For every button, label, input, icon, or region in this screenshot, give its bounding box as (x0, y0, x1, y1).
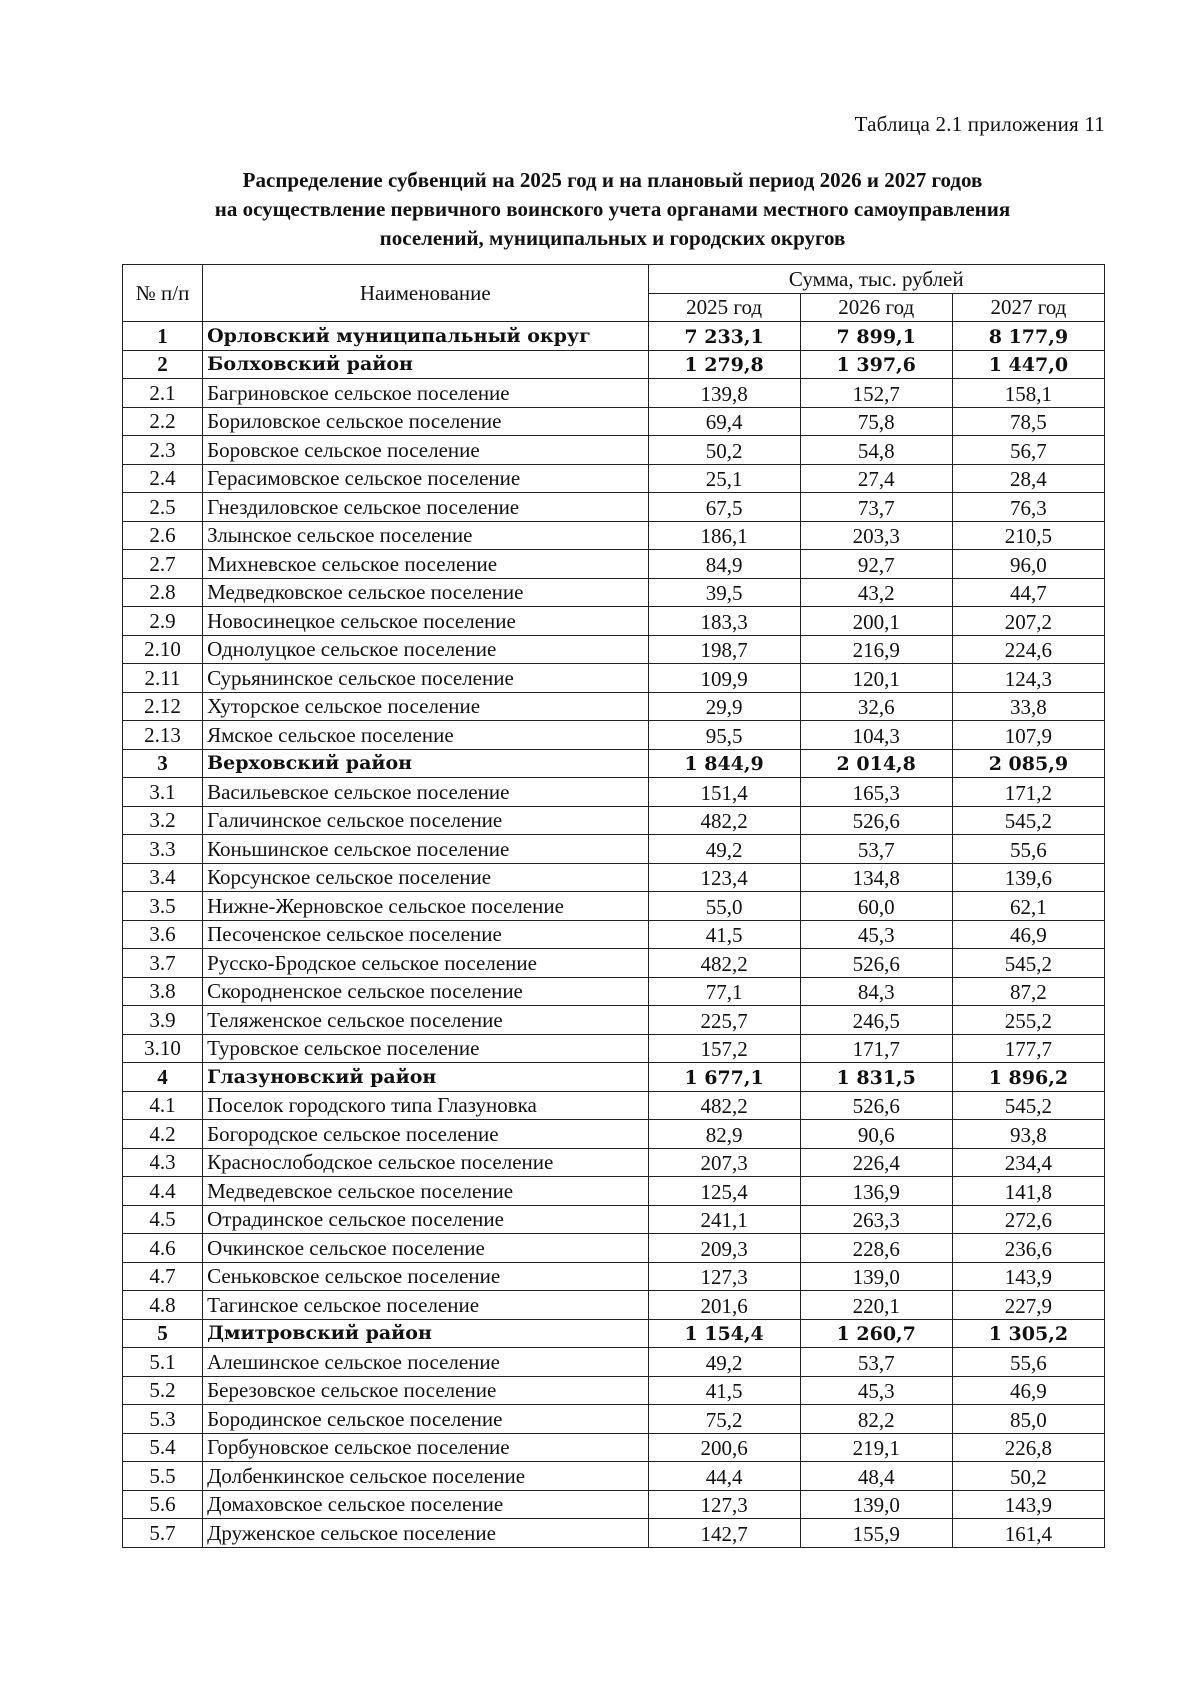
value-2026: 220,1 (800, 1291, 952, 1320)
value-2027: 50,2 (952, 1462, 1104, 1491)
title-line: на осуществление первичного воинского учета органами местного самоуправления (214, 197, 1011, 221)
value-2027: 177,7 (952, 1034, 1104, 1063)
value-2027: 1 896,2 (952, 1063, 1104, 1092)
row-name: Тагинское сельское поселение (203, 1291, 648, 1320)
value-2025: 69,4 (648, 407, 800, 436)
value-2025: 125,4 (648, 1177, 800, 1206)
value-2027: 224,6 (952, 635, 1104, 664)
value-2026: 45,3 (800, 920, 952, 949)
value-2025: 109,9 (648, 664, 800, 693)
value-2025: 201,6 (648, 1291, 800, 1320)
row-name: Друженское сельское поселение (203, 1519, 648, 1548)
value-2026: 263,3 (800, 1205, 952, 1234)
value-2027: 76,3 (952, 493, 1104, 522)
value-2026: 136,9 (800, 1177, 952, 1206)
table-row (123, 322, 1105, 351)
row-name: Дмитровский район (203, 1319, 648, 1348)
row-number: 4 (123, 1063, 203, 1092)
row-name: Березовское сельское поселение (203, 1376, 648, 1405)
title-line: поселений, муниципальных и городских округов (379, 226, 846, 250)
row-name: Багриновское сельское поселение (203, 379, 648, 408)
value-2027: 107,9 (952, 721, 1104, 750)
value-2026: 134,8 (800, 863, 952, 892)
value-2025: 482,2 (648, 1091, 800, 1120)
value-2027: 255,2 (952, 1006, 1104, 1035)
table-row (123, 1348, 1105, 1377)
table-row (123, 1205, 1105, 1234)
row-number: 5.5 (123, 1462, 203, 1491)
header-row (123, 265, 1105, 294)
value-2027: 272,6 (952, 1205, 1104, 1234)
row-number: 2.1 (123, 379, 203, 408)
value-2025: 29,9 (648, 692, 800, 721)
row-number: 5 (123, 1319, 203, 1348)
table-row (123, 436, 1105, 465)
table-row (123, 863, 1105, 892)
value-2027: 85,0 (952, 1405, 1104, 1434)
value-2026: 526,6 (800, 1091, 952, 1120)
row-name: Русско-Бродское сельское поселение (203, 949, 648, 978)
table-row (123, 1376, 1105, 1405)
value-2027: 2 085,9 (952, 749, 1104, 778)
value-2026: 82,2 (800, 1405, 952, 1434)
table-row (123, 1177, 1105, 1206)
value-2025: 482,2 (648, 949, 800, 978)
value-2025: 1 844,9 (648, 749, 800, 778)
value-2026: 155,9 (800, 1519, 952, 1548)
value-2025: 1 677,1 (648, 1063, 800, 1092)
row-number: 2 (123, 350, 203, 379)
table-row (123, 550, 1105, 579)
value-2027: 236,6 (952, 1234, 1104, 1263)
value-2025: 1 154,4 (648, 1319, 800, 1348)
value-2025: 200,6 (648, 1433, 800, 1462)
value-2025: 1 279,8 (648, 350, 800, 379)
value-2027: 227,9 (952, 1291, 1104, 1320)
table-row (123, 379, 1105, 408)
value-2026: 526,6 (800, 949, 952, 978)
row-number: 2.10 (123, 635, 203, 664)
row-number: 5.1 (123, 1348, 203, 1377)
row-number: 2.2 (123, 407, 203, 436)
value-2027: 87,2 (952, 977, 1104, 1006)
value-2026: 228,6 (800, 1234, 952, 1263)
row-number: 3.4 (123, 863, 203, 892)
table-row (123, 835, 1105, 864)
value-2027: 93,8 (952, 1120, 1104, 1149)
value-2027: 161,4 (952, 1519, 1104, 1548)
value-2027: 8 177,9 (952, 322, 1104, 351)
row-number: 2.12 (123, 692, 203, 721)
value-2027: 139,6 (952, 863, 1104, 892)
table-row (123, 749, 1105, 778)
value-2026: 84,3 (800, 977, 952, 1006)
value-2026: 216,9 (800, 635, 952, 664)
row-name: Галичинское сельское поселение (203, 806, 648, 835)
value-2027: 234,4 (952, 1148, 1104, 1177)
value-2027: 46,9 (952, 1376, 1104, 1405)
row-number: 4.1 (123, 1091, 203, 1120)
value-2027: 96,0 (952, 550, 1104, 579)
table-body (123, 322, 1105, 1548)
row-number: 3.2 (123, 806, 203, 835)
row-name: Алешинское сельское поселение (203, 1348, 648, 1377)
table-row (123, 407, 1105, 436)
row-number: 2.11 (123, 664, 203, 693)
table-reference-label: Таблица 2.1 приложения 11 (854, 112, 1105, 136)
row-number: 2.5 (123, 493, 203, 522)
value-2026: 7 899,1 (800, 322, 952, 351)
value-2027: 55,6 (952, 1348, 1104, 1377)
value-2026: 152,7 (800, 379, 952, 408)
value-2026: 165,3 (800, 778, 952, 807)
row-number: 5.2 (123, 1376, 203, 1405)
row-number: 1 (123, 322, 203, 351)
value-2025: 84,9 (648, 550, 800, 579)
value-2026: 27,4 (800, 464, 952, 493)
value-2025: 39,5 (648, 578, 800, 607)
subsidy-distribution-table (122, 264, 1105, 1548)
row-number: 4.6 (123, 1234, 203, 1263)
row-name: Орловский муниципальный округ (203, 322, 648, 351)
row-name: Очкинское сельское поселение (203, 1234, 648, 1263)
row-name: Однолуцкое сельское поселение (203, 635, 648, 664)
value-2025: 225,7 (648, 1006, 800, 1035)
row-name: Бородинское сельское поселение (203, 1405, 648, 1434)
value-2027: 171,2 (952, 778, 1104, 807)
table-row (123, 1148, 1105, 1177)
table-row (123, 692, 1105, 721)
row-name: Сеньковское сельское поселение (203, 1262, 648, 1291)
header-name: Наименование (203, 265, 648, 322)
value-2027: 55,6 (952, 835, 1104, 864)
row-number: 4.2 (123, 1120, 203, 1149)
value-2026: 60,0 (800, 892, 952, 921)
row-name: Сурьянинское сельское поселение (203, 664, 648, 693)
value-2025: 186,1 (648, 521, 800, 550)
table-row (123, 464, 1105, 493)
row-number: 3.6 (123, 920, 203, 949)
header-sum: Сумма, тыс. рублей (648, 265, 1104, 294)
row-name: Гнездиловское сельское поселение (203, 493, 648, 522)
row-number: 4.7 (123, 1262, 203, 1291)
value-2026: 246,5 (800, 1006, 952, 1035)
value-2026: 32,6 (800, 692, 952, 721)
value-2026: 90,6 (800, 1120, 952, 1149)
value-2025: 139,8 (648, 379, 800, 408)
value-2025: 41,5 (648, 920, 800, 949)
value-2027: 143,9 (952, 1490, 1104, 1519)
row-name: Отрадинское сельское поселение (203, 1205, 648, 1234)
row-number: 3 (123, 749, 203, 778)
header-number: № п/п (123, 265, 203, 322)
table-row (123, 493, 1105, 522)
value-2026: 226,4 (800, 1148, 952, 1177)
value-2025: 127,3 (648, 1262, 800, 1291)
value-2025: 55,0 (648, 892, 800, 921)
value-2027: 1 447,0 (952, 350, 1104, 379)
value-2026: 43,2 (800, 578, 952, 607)
value-2025: 95,5 (648, 721, 800, 750)
row-name: Злынское сельское поселение (203, 521, 648, 550)
value-2026: 53,7 (800, 835, 952, 864)
value-2027: 33,8 (952, 692, 1104, 721)
table-row (123, 635, 1105, 664)
row-number: 4.3 (123, 1148, 203, 1177)
row-number: 2.7 (123, 550, 203, 579)
value-2025: 49,2 (648, 835, 800, 864)
value-2026: 2 014,8 (800, 749, 952, 778)
value-2027: 1 305,2 (952, 1319, 1104, 1348)
row-name: Долбенкинское сельское поселение (203, 1462, 648, 1491)
row-name: Герасимовское сельское поселение (203, 464, 648, 493)
row-name: Ямское сельское поселение (203, 721, 648, 750)
row-number: 5.6 (123, 1490, 203, 1519)
value-2025: 25,1 (648, 464, 800, 493)
row-number: 2.9 (123, 607, 203, 636)
table-row (123, 350, 1105, 379)
table-row (123, 892, 1105, 921)
table-row (123, 977, 1105, 1006)
value-2027: 545,2 (952, 806, 1104, 835)
value-2026: 45,3 (800, 1376, 952, 1405)
table-row (123, 1262, 1105, 1291)
table-row (123, 521, 1105, 550)
value-2025: 207,3 (648, 1148, 800, 1177)
value-2026: 54,8 (800, 436, 952, 465)
table-row (123, 1034, 1105, 1063)
row-number: 3.5 (123, 892, 203, 921)
value-2026: 171,7 (800, 1034, 952, 1063)
row-number: 2.8 (123, 578, 203, 607)
row-name: Краснослободское сельское поселение (203, 1148, 648, 1177)
value-2027: 207,2 (952, 607, 1104, 636)
value-2026: 203,3 (800, 521, 952, 550)
table-row (123, 1519, 1105, 1548)
row-number: 5.4 (123, 1433, 203, 1462)
value-2027: 62,1 (952, 892, 1104, 921)
row-name: Хуторское сельское поселение (203, 692, 648, 721)
row-number: 3.10 (123, 1034, 203, 1063)
value-2027: 56,7 (952, 436, 1104, 465)
value-2027: 545,2 (952, 949, 1104, 978)
value-2027: 210,5 (952, 521, 1104, 550)
header-year-2025: 2025 год (648, 293, 800, 322)
row-name: Михневское сельское поселение (203, 550, 648, 579)
row-name: Глазуновский район (203, 1063, 648, 1092)
value-2026: 48,4 (800, 1462, 952, 1491)
value-2025: 123,4 (648, 863, 800, 892)
row-number: 2.4 (123, 464, 203, 493)
table-row (123, 578, 1105, 607)
value-2025: 127,3 (648, 1490, 800, 1519)
table-row (123, 1063, 1105, 1092)
table-row (123, 1234, 1105, 1263)
value-2025: 41,5 (648, 1376, 800, 1405)
value-2025: 77,1 (648, 977, 800, 1006)
row-number: 3.8 (123, 977, 203, 1006)
row-name: Верховский район (203, 749, 648, 778)
value-2027: 78,5 (952, 407, 1104, 436)
row-number: 3.1 (123, 778, 203, 807)
value-2025: 157,2 (648, 1034, 800, 1063)
table-row (123, 1433, 1105, 1462)
value-2025: 151,4 (648, 778, 800, 807)
value-2026: 1 260,7 (800, 1319, 952, 1348)
value-2025: 142,7 (648, 1519, 800, 1548)
row-name: Медведковское сельское поселение (203, 578, 648, 607)
row-name: Поселок городского типа Глазуновка (203, 1091, 648, 1120)
header-year-2027: 2027 год (952, 293, 1104, 322)
document-title (120, 166, 1105, 253)
row-name: Горбуновское сельское поселение (203, 1433, 648, 1462)
row-number: 3.3 (123, 835, 203, 864)
value-2025: 75,2 (648, 1405, 800, 1434)
table-row (123, 1006, 1105, 1035)
value-2027: 226,8 (952, 1433, 1104, 1462)
value-2026: 139,0 (800, 1262, 952, 1291)
value-2025: 198,7 (648, 635, 800, 664)
value-2026: 53,7 (800, 1348, 952, 1377)
row-name: Бориловское сельское поселение (203, 407, 648, 436)
value-2026: 75,8 (800, 407, 952, 436)
table-row (123, 1120, 1105, 1149)
value-2026: 200,1 (800, 607, 952, 636)
value-2026: 92,7 (800, 550, 952, 579)
value-2026: 1 831,5 (800, 1063, 952, 1092)
row-number: 5.7 (123, 1519, 203, 1548)
table-row (123, 1405, 1105, 1434)
table-row (123, 721, 1105, 750)
value-2025: 482,2 (648, 806, 800, 835)
header-year-2026: 2026 год (800, 293, 952, 322)
row-name: Домаховское сельское поселение (203, 1490, 648, 1519)
value-2025: 183,3 (648, 607, 800, 636)
table-row (123, 664, 1105, 693)
value-2025: 49,2 (648, 1348, 800, 1377)
table-row (123, 806, 1105, 835)
row-number: 3.9 (123, 1006, 203, 1035)
row-name: Песоченское сельское поселение (203, 920, 648, 949)
table-row (123, 1091, 1105, 1120)
value-2026: 526,6 (800, 806, 952, 835)
row-name: Медведевское сельское поселение (203, 1177, 648, 1206)
value-2026: 139,0 (800, 1490, 952, 1519)
value-2027: 124,3 (952, 664, 1104, 693)
row-name: Нижне-Жерновское сельское поселение (203, 892, 648, 921)
row-name: Коньшинское сельское поселение (203, 835, 648, 864)
row-name: Новосинецкое сельское поселение (203, 607, 648, 636)
value-2027: 28,4 (952, 464, 1104, 493)
row-name: Васильевское сельское поселение (203, 778, 648, 807)
value-2026: 73,7 (800, 493, 952, 522)
value-2026: 120,1 (800, 664, 952, 693)
value-2025: 209,3 (648, 1234, 800, 1263)
row-number: 2.13 (123, 721, 203, 750)
table-row (123, 949, 1105, 978)
row-number: 5.3 (123, 1405, 203, 1434)
value-2026: 219,1 (800, 1433, 952, 1462)
value-2027: 141,8 (952, 1177, 1104, 1206)
value-2027: 158,1 (952, 379, 1104, 408)
value-2026: 1 397,6 (800, 350, 952, 379)
table-row (123, 778, 1105, 807)
row-name: Корсунское сельское поселение (203, 863, 648, 892)
value-2027: 545,2 (952, 1091, 1104, 1120)
value-2025: 7 233,1 (648, 322, 800, 351)
value-2025: 44,4 (648, 1462, 800, 1491)
row-name: Скородненское сельское поселение (203, 977, 648, 1006)
row-number: 2.3 (123, 436, 203, 465)
row-number: 3.7 (123, 949, 203, 978)
table-row (123, 1462, 1105, 1491)
value-2025: 67,5 (648, 493, 800, 522)
row-name: Боровское сельское поселение (203, 436, 648, 465)
table-row (123, 920, 1105, 949)
value-2027: 46,9 (952, 920, 1104, 949)
title-line: Распределение субвенций на 2025 год и на плановый период 2026 и 2027 годов (242, 168, 983, 192)
table-row (123, 1490, 1105, 1519)
row-name: Теляженское сельское поселение (203, 1006, 648, 1035)
value-2025: 50,2 (648, 436, 800, 465)
value-2025: 241,1 (648, 1205, 800, 1234)
row-number: 2.6 (123, 521, 203, 550)
row-number: 4.8 (123, 1291, 203, 1320)
value-2025: 82,9 (648, 1120, 800, 1149)
table-row (123, 1291, 1105, 1320)
row-name: Богородское сельское поселение (203, 1120, 648, 1149)
row-name: Туровское сельское поселение (203, 1034, 648, 1063)
value-2027: 44,7 (952, 578, 1104, 607)
value-2026: 104,3 (800, 721, 952, 750)
row-name: Болховский район (203, 350, 648, 379)
table-row (123, 607, 1105, 636)
table-row (123, 1319, 1105, 1348)
row-number: 4.4 (123, 1177, 203, 1206)
value-2027: 143,9 (952, 1262, 1104, 1291)
row-number: 4.5 (123, 1205, 203, 1234)
